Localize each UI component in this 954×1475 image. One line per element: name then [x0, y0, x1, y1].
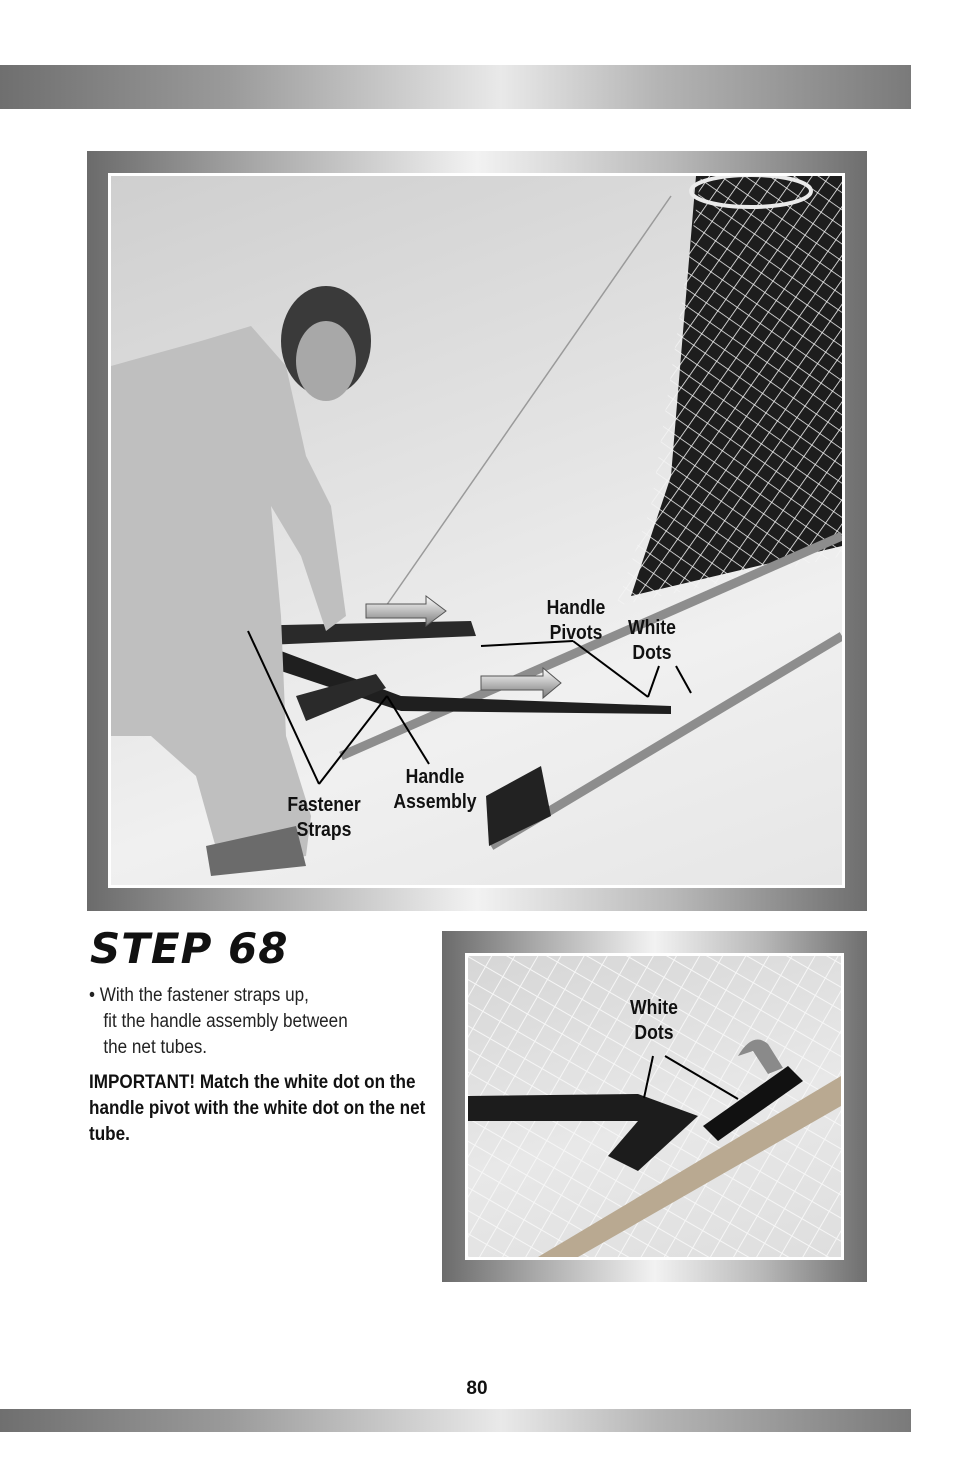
- page-number: 80: [466, 1378, 488, 1399]
- footer-bar: [0, 1409, 911, 1432]
- callout-handle-assembly: [391, 765, 479, 815]
- callout-white-dots-detail-line1: White: [630, 997, 678, 1019]
- header-bar: [0, 65, 911, 109]
- callout-white-dots-detail: [623, 996, 685, 1046]
- step-title: STEP 68: [90, 924, 289, 973]
- callout-handle-pivots: [541, 596, 611, 646]
- callout-white-dots-main-line2: Dots: [632, 642, 672, 664]
- callout-white-dots-main: [621, 616, 683, 666]
- callout-fastener-straps-line1: Fastener: [287, 794, 361, 816]
- callout-handle-pivots-line1: Handle: [546, 597, 606, 619]
- callout-white-dots-main-line1: White: [628, 617, 676, 639]
- callout-white-dots-detail-line2: Dots: [634, 1022, 674, 1044]
- callout-handle-pivots-line2: Pivots: [549, 622, 603, 644]
- callout-handle-assembly-line2: Assembly: [393, 791, 477, 813]
- instruction-line-1: • With the fastener straps up,: [89, 985, 309, 1006]
- callout-handle-assembly-line1: Handle: [405, 766, 465, 788]
- instructions: [89, 983, 434, 1148]
- detail-photo-frame: [442, 931, 867, 1282]
- instruction-line-2: fit the handle assembly between: [103, 1011, 348, 1032]
- instruction-line-3: the net tubes.: [103, 1037, 208, 1058]
- important-note: IMPORTANT! Match the white dot on the handle pivot with the white dot on the net tube.: [89, 1072, 426, 1145]
- callout-fastener-straps-line2: Straps: [296, 819, 352, 841]
- callout-fastener-straps: [282, 793, 366, 843]
